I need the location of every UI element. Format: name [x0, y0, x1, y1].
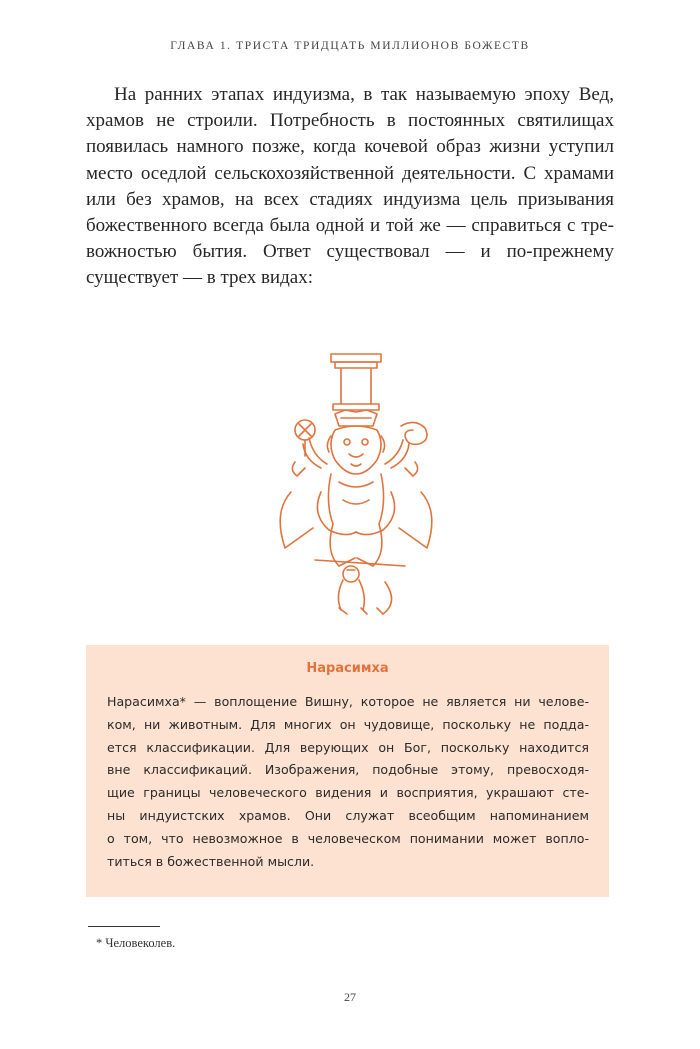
paragraph-line: место оседлой сельскохозяйственной деятельности. С храмами [86, 162, 614, 184]
paragraph-line: храмов не строили. Потребность в постоянных святилищах [86, 110, 614, 132]
running-head: ГЛАВА 1. ТРИСТА ТРИДЦАТЬ МИЛЛИОНОВ БОЖЕСТВ [170, 40, 530, 52]
sidebar-box [86, 645, 609, 897]
sidebar-line: вне классификаций. Изображения, подобные этому, превосходя- [107, 762, 589, 778]
sidebar-text [107, 691, 589, 873]
footnote-rule [88, 926, 160, 927]
paragraph-line: вожностью бытия. Ответ существовал — и по-прежнему [86, 241, 614, 263]
paragraph-line: существует — в трех видах: [86, 267, 313, 289]
paragraph-line: появилась намного позже, когда кочевой образ жизни уступил [86, 136, 614, 158]
sidebar-line: щие границы человеческого видения и восприятия, украшают сте- [107, 785, 589, 801]
footnote: * Человеколев. [96, 936, 176, 950]
sidebar-line: титься в божественной мысли. [107, 853, 315, 869]
paragraph-line: или без храмов, на всех стадиях индуизма цель призывания [86, 188, 614, 210]
sidebar-line: ны индуистских храмов. Они служат всеобщим напоминанием [107, 807, 589, 823]
page-number: 27 [344, 990, 356, 1004]
paragraph-line: На ранних этапах индуизма, в так называемую эпоху Вед, [114, 84, 614, 105]
sidebar-line: Нарасимха* — воплощение Вишну, которое не является ни челове- [107, 694, 589, 709]
body-paragraph [86, 82, 614, 292]
sidebar-line: о том, что невозможное в человеческом понимании может вопло- [107, 830, 589, 846]
sidebar-line: ется классификации. Для верующих он Бог, поскольку находится [107, 739, 589, 755]
sidebar-title: Нарасимха [306, 661, 389, 676]
narasimha-illustration [255, 352, 455, 617]
sidebar-line: ком, ни животным. Для многих он чудовище, поскольку не подда- [107, 716, 589, 732]
paragraph-line: божественного всегда была одной и той же — справиться с тре- [86, 215, 614, 237]
